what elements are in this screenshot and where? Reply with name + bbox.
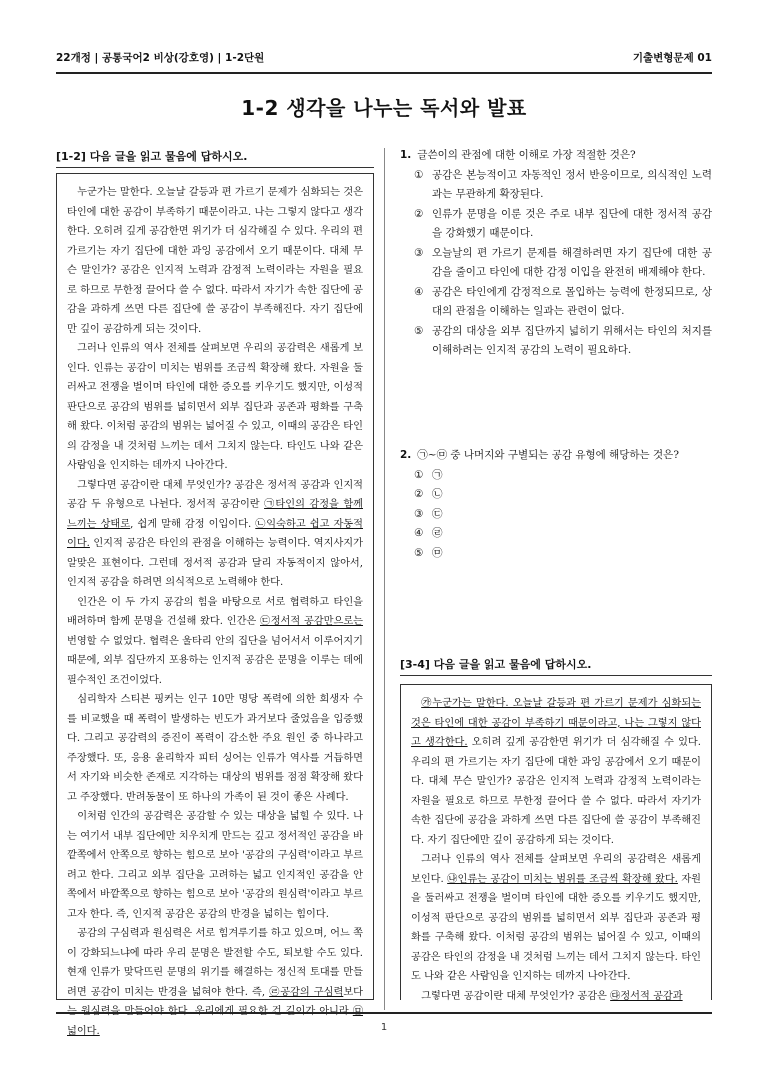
header-label: 기출변형문제 01 [632,52,712,64]
underlined-phrase-ga: ㉮누군가는 말한다. 오늘날 갈등과 편 가르기 문제가 심화되는 것은 타인에 대한 공감이 부족하기 때문이라고, 나는 그렇지 않다고 생각한다. [411,698,701,748]
question-2 [400,446,712,563]
section-rule [56,167,374,168]
header-course-info: 22개정 | 공통국어2 비상(강호영) | 1-2단원 [56,52,265,64]
passage-paragraph: 그렇다면 공감이란 대체 무엇인가? 공감은 ㉰정서적 공감과 [421,990,683,1002]
passage-paragraph: 이처럼 인간의 공감력은 공감할 수 있는 대상을 넓힐 수 있다. 나는 여기서 내부 집단에만 치우치게 만드는 깊고 정서적인 공감을 바깥쪽에서 안쪽으로 향하는 힘으로 보아 '공감의 구심력'이라고 부르려고 한다. 그리고 외부 집단을 고려하는 넓고 인지적인 공감을 안쪽에서 바깥쪽으로 향하는 힘으로 보아 '공감의 원심력'이라고 부르고자 한다. 즉, 인지적 공감은 공감의 반경을 넓히는 힘이다. [67,811,363,920]
passage-paragraph: 그러나 인류의 역사 전체를 살펴보면 우리의 공감력은 새롭게 보인다. 인류는 공감이 미치는 범위를 조금씩 확장해 왔다. 자원을 둘러싸고 전쟁을 벌이며 타인에 대한 증오를 키우기도 했지만, 이성적 판단으로 공감의 범위를 넓히면서 외부 집단과 공존과 평화를 구축해 왔다. 이처럼 공감의 범위는 넓어질 수 있고, 이때의 공감은 타인의 감정을 내 것처럼 느끼는 데서 그치지 않는다. 타인도 나와 같은 사람임을 인지하는 데까지 나아간다. [67,343,363,471]
passage-paragraph: ㉮누군가는 말한다. 오늘날 갈등과 편 가르기 문제가 심화되는 것은 타인에 대한 공감이 부족하기 때문이라고, 나는 그렇지 않다고 생각한다. 오히려 깊게 공감한면 위기가 더 심각해질 수 있다. 우리의 편 가르기는 자기 집단에 대한 과잉 공감에서 오기 때문이다. 대체 무슨 말인가? 공감은 인지적 노력과 감정적 노력이라는 자원을 필요로 하므로 무한정 끌어다 쓸 수 없다. 따라서 자기가 속한 집단에 공감을 과하게 쓰면 다른 집단에 쓸 공감이 부족해진다. 자기 집단에만 깊이 공감하게 되는 것이다. [411,698,701,846]
section-heading-3-4: [3-4] 다음 글을 읽고 물음에 답하시오. [400,658,592,671]
page-number: 1 [380,1022,388,1033]
passage-box-1 [56,173,374,1037]
question-number: 2. [400,449,412,461]
passage-paragraph: 심리학자 스티븐 핑커는 인구 10만 명당 폭력에 의한 희생자 수를 비교했을 때 폭력이 발생하는 빈도가 과거보다 줄었음을 입증했다. 그리고 공감력의 증진이 폭력이 감소한 주요 원인 중 하나라고 주장했다. 또, 응용 윤리학자 피터 싱어는 인류가 역사를 거듭하면서 자기와 비슷한 존재로 지각하는 대상의 범위를 점점 확장해 왔다고 주장했다. 반려동물이 또 하나의 가족이 된 것이 좋은 사례다. [67,694,363,803]
passage-box-2 [400,684,712,1000]
passage-paragraph: 그렇다면 공감이란 대체 무엇인가? 공감은 정서적 공감과 인지적 공감 두 유형으로 나뉜다. 정서적 공감이란 ㉠타인의 감정을 함께 느끼는 상태로, 쉽게 말해 감정 이입이다. ㉡익숙하고 쉽고 자동적이다. 인지적 공감은 타인의 관점을 이해하는 능력이다. 역지사지가 알맞은 표현이다. 그런데 정서적 공감과 달리 자동적이지 않아서, 인지적 공감을 하려면 의식적으로 노력해야 한다. [67,479,363,588]
underlined-phrase-d: ㉣공감의 구심력 [269,986,344,998]
answer-option[interactable]: ② ㉡ [414,488,443,500]
passage-paragraph: 공감의 구심력과 원심력은 서로 힘겨루기를 하고 있으며, 어느 쪽이 강화되느냐에 따라 우리 문명은 발전할 수도, 퇴보할 수도 있다. 현재 인류가 맞닥뜨린 문명의 위기를 해결하는 정신적 토대를 만들려면 공감이 미치는 반경을 넓혀야 한다. 즉, ㉣공감의 구심력보다 넓이다. [67,928,363,1037]
underlined-phrase-e: 넓이다. [67,1025,100,1037]
question-stem: ㉠~㉤ 중 나머지와 구별되는 공감 유형에 해당하는 것은? [417,449,679,461]
section-heading-1-2: [1-2] 다음 글을 읽고 물음에 답하시오. [56,150,248,163]
underlined-phrase-a: ㉠타인의 감정을 함께 느끼는 상태로 [67,499,363,530]
answer-option[interactable]: ④ ㉣ [414,527,443,539]
answer-option[interactable]: ⑤ 공감의 대상을 외부 집단까지 넓히기 위해서는 타인의 처지를 이해하려는 인지적 공감의 노력이 필요하다. [414,324,712,356]
question-number: 1. [400,149,412,161]
underlined-phrase-c: ㉢정서적 공감만으로는 [260,616,364,627]
answer-option[interactable]: ③ 오늘날의 편 가르기 문제를 해결하려면 자기 집단에 대한 공감을 줄이고 타인에 대한 감정 이입을 완전히 배제해야 한다. [414,246,712,278]
passage-paragraph: 인간은 이 두 가지 공감의 힘을 바탕으로 서로 협력하고 타인을 배려하며 함께 문명을 건설해 왔다. 인간은 ㉢정서적 공감만으로는 번영할 수 없었다. 협력은 울타리 안의 집단을 넘어서서 이루어지기 때문에, 외부 집단까지 포용하는 인지적 공감은 문명을 이루는 데에 필수적인 조건이었다. [67,596,364,686]
underlined-phrase-da: ㉰정서적 공감과 [610,990,683,1002]
header-rule [56,72,712,74]
answer-option[interactable]: ② 인류가 문명을 이룬 것은 주로 내부 집단에 대한 정서적 공감을 강화했기 때문이다. [414,207,712,239]
passage-paragraph: 그러나 인류의 역사 전체를 살펴보면 우리의 공감력은 새롭게 보인다. ㉯인류는 공감이 미치는 범위를 조금씩 확장해 왔다. 자원을 둘러싸고 전쟁을 벌이며 타인에 대한 증오를 키우기도 했지만, 이성적 판단으로 공감의 범위를 넓히면서 외부 집단과 공존과 평화를 구축해 왔다. 이처럼 공감의 범위는 넓어질 수 있고, 이때의 공감은 타인의 감정을 내 것처럼 느끼는 데서 그치지 않는다. 타인도 나와 같은 사람임을 인지하는 데까지 나아간다. [411,854,701,982]
underlined-phrase-na: ㉯인류는 공감이 미치는 범위를 조금씩 확장해 왔다. [447,873,678,885]
section-rule [400,675,712,676]
passage-paragraph: 누군가는 말한다. 오늘날 갈등과 편 가르기 문제가 심화되는 것은 타인에 대한 공감이 부족하기 때문이라고. 나는 그렇지 않다고 생각한다. 오히려 깊게 공감한면 위기가 더 심각해질 수 있다. 우리의 편 가르기는 자기 집단에 대한 과잉 공감에서 오기 때문이다. 대체 무슨 말인가? 공감은 인지적 노력과 감정적 노력이라는 자원을 필요로 하므로 무한정 끌어다 쓸 수 없다. 따라서 자기가 속한 집단에 공감을 과하게 쓰면 다른 집단에 쓸 공감이 부족해진다. 자기 집단에만 깊이 공감하게 되는 것이다. [67,187,363,335]
answer-option[interactable]: ① 공감은 본능적이고 자동적인 정서 반응이므로, 의식적인 노력과는 무관하게 확장된다. [414,168,712,200]
page-title: 1-2 생각을 나누는 독서와 발표 [241,96,527,120]
column-divider [384,148,385,1010]
answer-option[interactable]: ⑤ ㉤ [414,546,443,559]
page-header [56,50,712,68]
answer-option[interactable]: ④ 공감은 타인에게 감정적으로 몰입하는 능력에 한정되므로, 상대의 관점을 이해하는 일과는 관련이 없다. [414,285,712,317]
answer-option[interactable]: ① ㉠ [414,468,443,481]
question-stem: 글쓴이의 관점에 대한 이해로 가장 적절한 것은? [417,149,636,161]
question-1 [400,146,712,361]
answer-option[interactable]: ③ ㉢ [414,507,443,520]
footer-rule [56,1012,712,1014]
underlined-phrase-b: ㉡익숙하고 쉽고 자동적이다. [67,518,363,549]
